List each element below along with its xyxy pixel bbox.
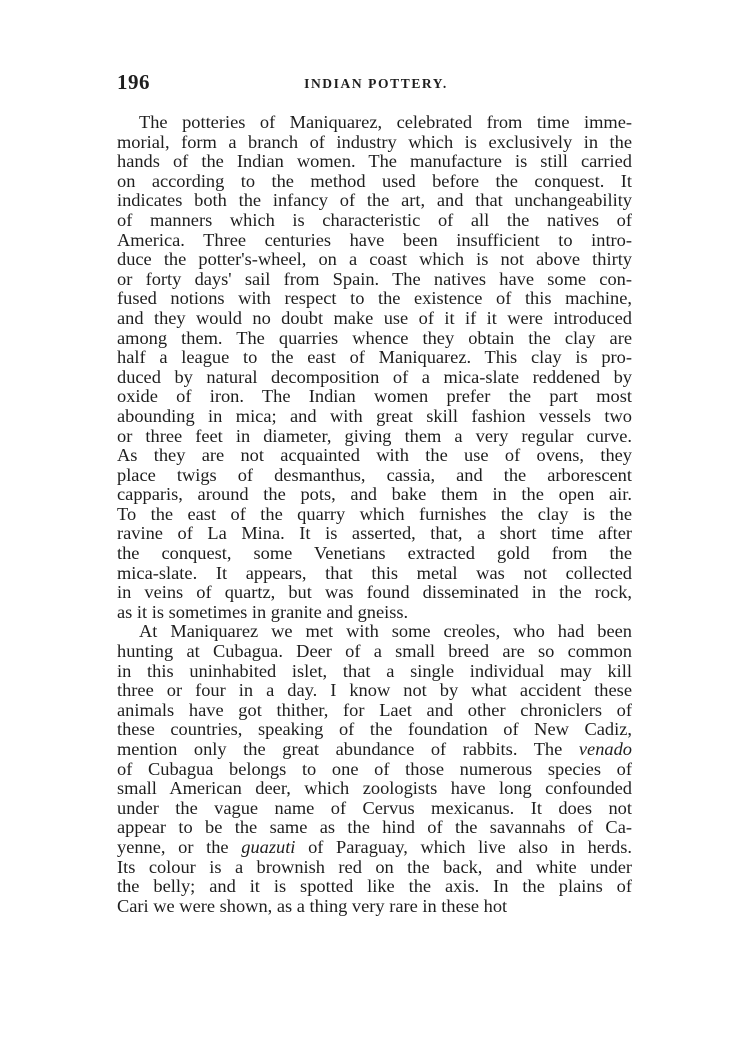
text-line: indicates both the infancy of the art, and that unchangeability	[117, 190, 632, 211]
text-line: abounding in mica; and with great skill fashion vessels two	[117, 405, 632, 426]
text-line: the belly; and it is spotted like the axis. In the plains of	[117, 876, 632, 897]
text-line: these countries, speaking of the foundation of New Cadiz,	[117, 719, 632, 740]
text-line: mention only the great abundance of rabbits. The venado	[117, 739, 632, 759]
page-header	[117, 70, 635, 100]
text-line: the conquest, some Venetians extracted gold from the	[117, 543, 632, 564]
text-line: To the east of the quarry which furnishes the clay is the	[117, 503, 632, 524]
text-line: or three feet in diameter, giving them a very regular curve.	[117, 425, 632, 446]
body-text	[117, 113, 632, 916]
text-line: Cari we were shown, as a thing very rare in these hot	[117, 895, 508, 916]
text-line: morial, form a branch of industry which is exclusively in the	[117, 131, 632, 152]
text-line: animals have got thither, for Laet and other chroniclers of	[117, 699, 632, 720]
text-line: duce the potter's-wheel, on a coast which is not above thirty	[117, 249, 632, 270]
text-line: hands of the Indian women. The manufacture is still carried	[117, 151, 632, 172]
text-line: among them. The quarries whence they obtain the clay are	[117, 327, 632, 348]
text-line: duced by natural decomposition of a mica-slate reddened by	[117, 366, 632, 387]
text-line: half a league to the east of Maniquarez. This clay is pro-	[117, 347, 632, 368]
text-line: and they would no doubt make use of it if it were introduced	[117, 307, 632, 328]
text-line: As they are not acquainted with the use of ovens, they	[117, 445, 632, 466]
text-line: small American deer, which zoologists have long confounded	[117, 778, 632, 799]
text-line: of manners which is characteristic of all the natives of	[117, 209, 632, 230]
text-line: as it is sometimes in granite and gneiss.	[117, 601, 409, 622]
text-line: ravine of La Mina. It is asserted, that, a short time after	[117, 523, 632, 544]
text-line: hunting at Cubagua. Deer of a small breed are so common	[117, 641, 632, 662]
text-line: The potteries of Maniquarez, celebrated from time imme-	[139, 112, 632, 132]
text-line: At Maniquarez we met with some creoles, who had been	[139, 621, 632, 642]
text-line: or forty days' sail from Spain. The natives have some con-	[117, 268, 632, 289]
text-line: Its colour is a brownish red on the back, and white under	[117, 856, 632, 877]
text-line: oxide of iron. The Indian women prefer the part most	[117, 386, 632, 407]
text-line: capparis, around the pots, and bake them in the open air.	[117, 484, 632, 505]
text-line: in veins of quartz, but was found disseminated in the rock,	[117, 582, 632, 603]
paragraph	[117, 622, 632, 916]
text-line: under the vague name of Cervus mexicanus. It does not	[117, 797, 632, 818]
page-number: 196	[117, 70, 150, 94]
text-line: yenne, or the guazuti of Paraguay, which live also in herds.	[117, 836, 632, 857]
text-line: three or four in a day. I know not by what accident these	[117, 680, 632, 701]
paragraph	[117, 113, 632, 622]
text-line: mica-slate. It appears, that this metal was not collected	[117, 562, 632, 583]
running-head: INDIAN POTTERY.	[304, 76, 448, 91]
text-line: in this uninhabited islet, that a single individual may kill	[117, 660, 632, 681]
text-line: of Cubagua belongs to one of those numerous species of	[117, 758, 632, 779]
text-line: place twigs of desmanthus, cassia, and the arborescent	[117, 464, 632, 485]
text-line: on according to the method used before the conquest. It	[117, 170, 632, 191]
text-line: appear to be the same as the hind of the savannahs of Ca-	[117, 817, 632, 838]
text-line: America. Three centuries have been insufficient to intro-	[117, 229, 632, 250]
text-line: fused notions with respect to the existence of this machine,	[117, 288, 632, 309]
